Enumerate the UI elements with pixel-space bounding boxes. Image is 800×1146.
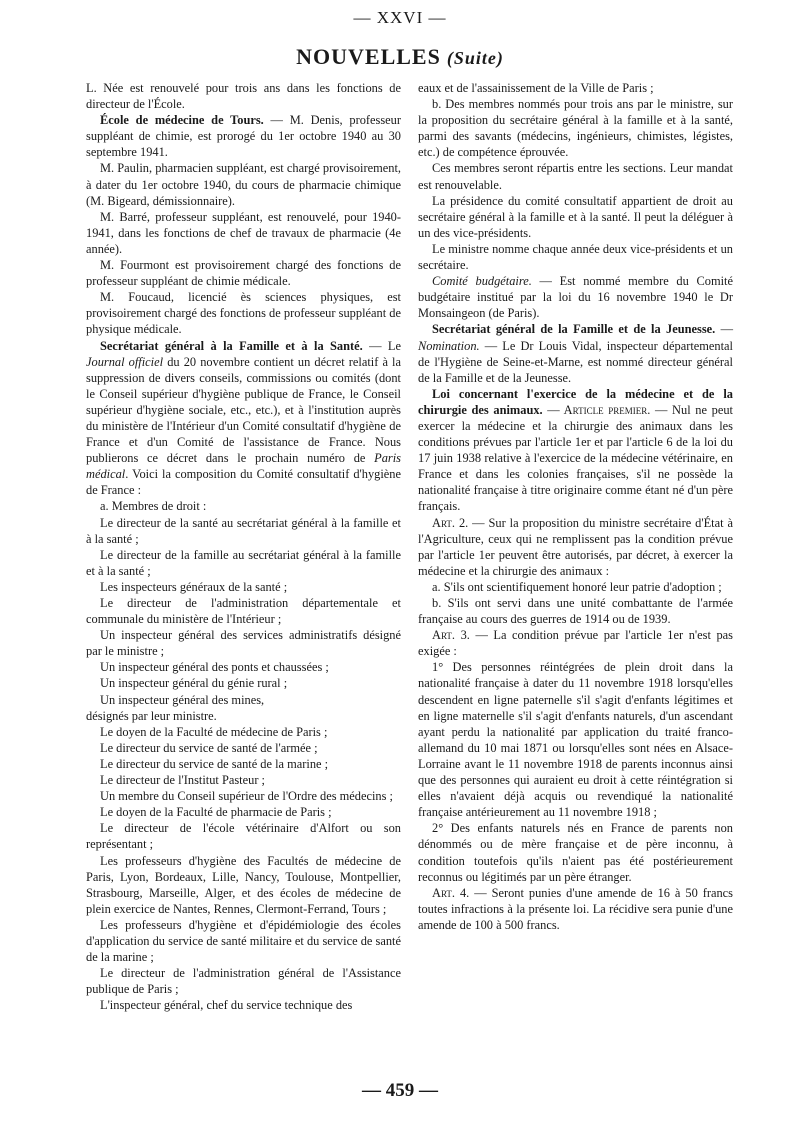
subheading: Nomination. [418, 338, 480, 353]
paragraph [418, 386, 733, 515]
section-heading: Secrétariat général à la Famille et à la Santé. [100, 338, 363, 353]
article-label: Art. 3. [432, 628, 470, 643]
list-item: Un inspecteur général des services administratifs désigné par le ministre ; [86, 628, 401, 659]
paragraph: M. Barré, professeur suppléant, est renouvelé, pour 1940-1941, dans les fonctions de chef de travaux de pharmacie (4e année). [86, 209, 401, 256]
article-label: — Article premier. [542, 402, 651, 417]
title-suite: (Suite) [446, 48, 504, 68]
list-item: Le directeur de l'administration départementale et communale du ministère de l'Intérieur ; [86, 596, 401, 627]
paragraph-text: — Seront punies d'une amende de 16 à 50 francs toutes infractions à la présente loi. La récidive sera punie d'une amende de 100 à 500 francs. [418, 885, 733, 932]
list-item: Le directeur de l'école vétérinaire d'Alfort ou son représentant ; [86, 821, 401, 852]
paragraph: M. Paulin, pharmacien suppléant, est chargé provisoirement, à dater du 1er octobre 1940, du cours de pharmacie chimique (M. Bigeard, démissionnaire). [86, 161, 401, 208]
list-item: a. Membres de droit : [100, 499, 207, 514]
list-item: Le directeur de la santé au secrétariat général à la famille et à la santé ; [86, 515, 401, 546]
article-label: Art. 4. [432, 885, 470, 900]
list-item: Le doyen de la Faculté de médecine de Paris ; [100, 724, 328, 739]
list-item: Le directeur du service de santé de l'armée ; [100, 740, 318, 755]
list-item: Les inspecteurs généraux de la santé ; [100, 579, 288, 594]
article-label: Art. 2. [432, 515, 469, 530]
paragraph: b. Des membres nommés pour trois ans par le ministre, sur la proposition du secrétaire général à la famille et à la santé, parmi des savants (médecins, ingénieurs, chimistes, légistes, etc.) de compétence éprouvée. [418, 97, 733, 160]
section-heading: Secrétariat général de la Famille et de la Jeunesse. [432, 322, 716, 337]
paragraph-text: . Voici la composition du Comité consultatif d'hygiène de France : [86, 467, 401, 498]
list-item: b. S'ils ont servi dans une unité combattante de l'armée française au cours des guerres de 1914 ou de 1939. [418, 596, 733, 627]
list-item: Le directeur de l'administration général de l'Assistance publique de Paris ; [86, 966, 401, 997]
list-item: Un membre du Conseil supérieur de l'Ordre des médecins ; [100, 789, 393, 804]
paragraph-text: du 20 novembre contient un décret relatif à la suppression de divers conseils, commissions ou comités (dont le Conseil supérieur d'hygiène publique de France, le Conseil supérieur d'hygiène sociale, etc., etc.), et à l'institution auprès du ministère de l'Intérieur d'un Comité consultatif d'hygiène de France et d'un Comité de l'assistance de France. Nous publierons ce décret dans le prochain numéro de [86, 354, 401, 466]
page-number: — 459 — [362, 1080, 438, 1101]
paragraph: Le ministre nomme chaque année deux vice-présidents et un secrétaire. [418, 241, 733, 273]
list-item: L'inspecteur général, chef du service technique des [100, 998, 353, 1013]
list-item: Un inspecteur général des ponts et chaussées ; [100, 660, 329, 675]
paragraph: Ces membres seront répartis entre les sections. Leur mandat est renouvelable. [418, 161, 733, 192]
paragraph-text: — Est nommé membre du Comité budgétaire institué par la loi du 16 novembre 1940 le Dr Monsaingeon (de Paris). [418, 274, 733, 321]
paragraph: L. Née est renouvelé pour trois ans dans les fonctions de directeur de l'École. [86, 81, 401, 112]
list-item: Un inspecteur général du génie rural ; [100, 676, 288, 691]
paragraph-text: — [715, 322, 733, 337]
paragraph: 2° Des enfants naturels nés en France de parents non dénommés ou de mère française et de père inconnu, à condition toutefois qu'ils n'aient pas été postérieurement reconnus ou légitimés par un père étranger. [418, 821, 733, 884]
page-roman-numeral: — XXVI — [353, 8, 447, 27]
list-item: Le doyen de la Faculté de pharmacie de Paris ; [100, 805, 332, 820]
paragraph-text: — Nul ne peut exercer la médecine et la chirurgie des animaux dans les conditions prévues par l'article 1er et par l'article 6 de la loi du 17 juin 1938 relative à l'exercice de la médecine vétérinaire, en France et dans les colonies françaises, s'il ne possède la nationalité française à titre originaire comme étant né d'un père français. [418, 402, 733, 514]
list-item: Les professeurs d'hygiène et d'épidémiologie des écoles d'application du service de santé militaire et du service de santé de la marine ; [86, 917, 401, 965]
paragraph [418, 321, 733, 385]
paragraph [418, 627, 733, 659]
paragraph [86, 112, 401, 160]
paragraph [86, 338, 401, 499]
journal-title: Paris médical [86, 451, 401, 482]
section-heading: École de médecine de Tours. [100, 113, 264, 128]
list-item: Le directeur de l'Institut Pasteur ; [100, 773, 265, 788]
paragraph [418, 273, 733, 321]
list-item: Le directeur du service de santé de la marine ; [100, 756, 329, 771]
list-item: désignés par leur ministre. [86, 708, 217, 723]
title-text: NOUVELLES [296, 44, 441, 69]
paragraph-text: — La condition prévue par l'article 1er n'est pas exigée : [418, 628, 733, 659]
section-heading: Loi concernant l'exercice de la médecine et de la chirurgie des animaux. [418, 386, 733, 417]
paragraph [418, 515, 733, 579]
paragraph: M. Foucaud, licencié ès sciences physiques, est provisoirement chargé des fonctions de professeur suppléant de physique médicale. [86, 290, 401, 337]
paragraph: eaux et de l'assainissement de la Ville de Paris ; [418, 81, 654, 95]
paragraph-text: — M. Denis, professeur suppléant de chimie, est prorogé du 1er octobre 1940 au 30 septembre 1941. [86, 113, 402, 160]
paragraph: M. Fourmont est provisoirement chargé des fonctions de professeur suppléant de chimie médicale. [86, 258, 401, 289]
paragraph: 1° Des personnes réintégrées de plein droit dans la nationalité française à dater du 11 novembre 1918 lorsqu'elles descendent en ligne paternelle s'il s'agit d'enfants légitimes et en ligne maternelle s'il s'agit d'enfants naturels, d'un ascendant ayant perdu la nationalité par application du traité franco-allemand du 10 mai 1871 ou lorsqu'elles sont nées en Alsace-Lorraine avant le 11 novembre 1918 de parents inconnus ainsi que des personnes qui auraient eu droit à cette réintégration si elles n'avaient déjà acquis ou revendiqué la nationalité française antérieurement au 11 novembre 1918 ; [418, 660, 733, 820]
section-title [0, 44, 800, 70]
right-column [418, 80, 733, 933]
list-item: Un inspecteur général des mines, [100, 692, 265, 707]
list-item: Les professeurs d'hygiène des Facultés de médecine de Paris, Lyon, Bordeaux, Lille, Nancy, Toulouse, Montpellier, Strasbourg, Marseille, Alger, et des écoles de médecine de plein exercice de Nantes, Rennes, Clermont-Ferrand, Tours ; [86, 853, 401, 916]
paragraph-text: — Sur la proposition du ministre secrétaire d'État à l'Agriculture, ceux qui ne remplissent pas la condition prévue par l'article 1er peuvent être autorisés, par décret, à exercer la médecine et la chirurgie des animaux : [418, 515, 733, 578]
left-column [86, 80, 401, 1013]
subheading: Comité budgétaire. [432, 274, 532, 289]
paragraph-text: — Le Dr Louis Vidal, inspecteur départemental de l'Hygiène de Seine-et-Marne, est nommé directeur général de la Famille et de la Jeunesse. [418, 338, 733, 385]
paragraph: La présidence du comité consultatif appartient de droit au secrétaire général à la famille et à la santé. Il peut la déléguer à un des vice-présidents. [418, 193, 733, 240]
journal-title: Journal officiel [86, 354, 164, 369]
list-item: a. S'ils ont scientifiquement honoré leur patrie d'adoption ; [432, 579, 722, 594]
paragraph-text: — Le [362, 338, 401, 353]
paragraph [418, 885, 733, 933]
list-item: Le directeur de la famille au secrétariat général à la famille et à la santé ; [86, 547, 401, 578]
